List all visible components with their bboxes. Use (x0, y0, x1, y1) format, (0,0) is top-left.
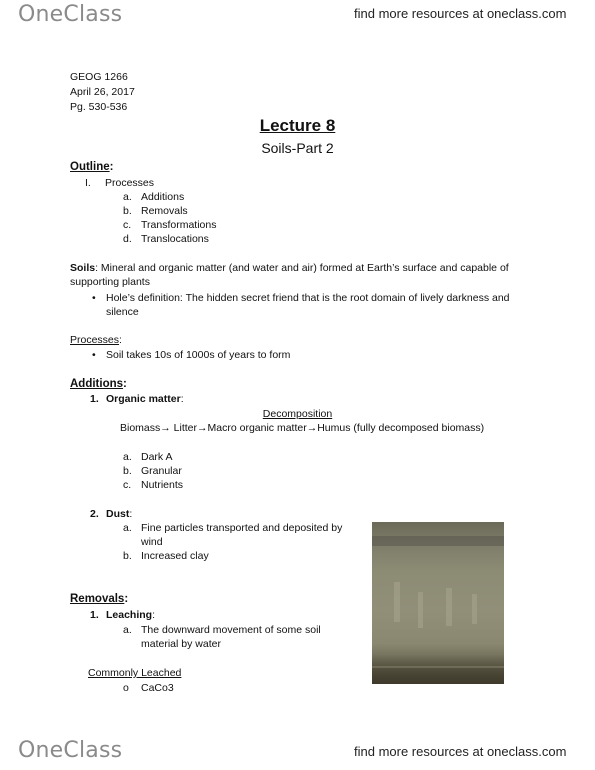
outline-heading: Outline: (70, 161, 114, 173)
leaching-num: 1. (90, 609, 99, 621)
leaching-item: The downward movement of some soil (141, 624, 321, 636)
outline-subitem: Transformations (141, 219, 217, 231)
outline-letter: d. (123, 233, 132, 245)
soil-photo (372, 522, 504, 684)
course-code: GEOG 1266 (70, 71, 128, 83)
decomposition-heading: Decomposition (262, 408, 333, 420)
oneclass-logo[interactable]: OneClass (18, 2, 123, 27)
organic-letter: b. (123, 465, 132, 477)
commonly-leached-item: CaCo3 (141, 682, 174, 694)
dust-item-a-cont: wind (141, 536, 163, 548)
footer-tagline[interactable]: find more resources at oneclass.com (354, 744, 567, 759)
commonly-leached-heading: Commonly Leached (88, 667, 182, 679)
page-title: Lecture 8 (259, 116, 336, 135)
organic-item: Dark A (141, 451, 173, 463)
dust-num: 2. (90, 508, 99, 520)
leaching-item-cont: material by water (141, 638, 221, 650)
outline-subitem: Removals (141, 205, 188, 217)
dust-item-b: Increased clay (141, 550, 209, 562)
organic-item: Nutrients (141, 479, 184, 491)
outline-letter: a. (123, 191, 132, 203)
outline-item-label: Processes (105, 177, 155, 189)
lecture-date: April 26, 2017 (70, 86, 135, 98)
removals-heading: Removals: (70, 593, 129, 605)
outline-letter: c. (123, 219, 132, 231)
outline-subitem: Additions (141, 191, 185, 203)
decomposition-chain: Biomass→ Litter→Macro organic matter→Humus (fully decomposed biomass) (120, 422, 485, 434)
dust-letter: a. (123, 522, 132, 534)
leaching-label: Leaching: (106, 609, 156, 621)
header-tagline[interactable]: find more resources at oneclass.com (354, 6, 567, 21)
bullet-icon: • (92, 292, 96, 304)
organic-item: Granular (141, 465, 182, 477)
organic-num: 1. (90, 393, 99, 405)
holes-definition: Hole’s definition: The hidden secret friend that is the root domain of lively darkness and (106, 292, 510, 304)
organic-label: Organic matter: (106, 393, 184, 405)
page-subtitle: Soils-Part 2 (261, 140, 334, 156)
outline-item-num: I. (85, 177, 91, 189)
outline-subitem: Translocations (141, 233, 209, 245)
dust-letter: b. (123, 550, 132, 562)
processes-heading: Processes: (70, 334, 122, 346)
bullet-icon: • (92, 349, 96, 361)
additions-heading: Additions: (70, 378, 127, 390)
holes-definition-cont: silence (106, 306, 139, 318)
leaching-letter: a. (123, 624, 132, 636)
organic-letter: a. (123, 451, 132, 463)
bullet-icon: o (123, 682, 129, 694)
dust-item-a: Fine particles transported and deposited by (141, 522, 343, 534)
oneclass-logo-footer[interactable]: OneClass (18, 738, 123, 763)
dust-label: Dust: (106, 508, 133, 520)
soils-definition-cont: supporting plants (70, 276, 150, 288)
soils-definition: Soils: Mineral and organic matter (and water and air) formed at Earth’s surface and capable of (70, 262, 509, 274)
outline-letter: b. (123, 205, 132, 217)
page-range: Pg. 530-536 (70, 101, 128, 113)
organic-letter: c. (123, 479, 132, 491)
processes-bullet: Soil takes 10s of 1000s of years to form (106, 349, 291, 361)
